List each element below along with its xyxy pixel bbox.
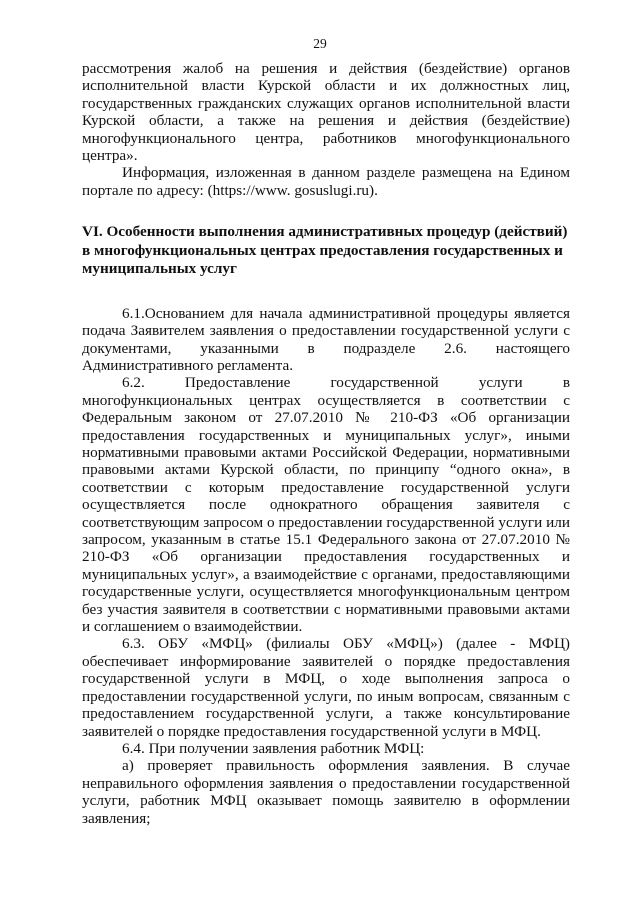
section-heading: VI. Особенности выполнения административных процедур (действий) в многофункциональных центрах предоставления государственных и муниципальных услуг [82,223,568,278]
paragraph-6-1: 6.1.Основанием для начала административной процедуры является подача Заявителем заявления о предоставлении государственной услуги с документами, указанными в подразделе 2.6. настоящего Административного регламента. [82,304,570,374]
document-body [82,60,570,827]
paragraph-complaints-continuation: рассмотрения жалоб на решения и действия (бездействие) органов исполнительной власти Курской области и их должностных лиц, государственных гражданских служащих органов исполнительной власти Курской области, а также на решения и действия (бездействие) многофункционального центра, работников многофункционального центра». [82,60,570,165]
page-number: 29 [313,36,327,51]
paragraph-6-3: 6.3. ОБУ «МФЦ» (филиалы ОБУ «МФЦ») (далее - МФЦ) обеспечивает информирование заявителей о порядке предоставления государственной услуги в МФЦ, о ходе выполнения запроса о предоставлении государственной услуги, по иным вопросам, связанным с предоставлением государственной услуги, а также консультирование заявителей о порядке предоставления государственной услуги в МФЦ. [82,635,570,740]
paragraph-6-4: 6.4. При получении заявления работник МФЦ: [122,739,425,757]
paragraph-6-4-a: а) проверяет правильность оформления заявления. В случае неправильного оформления заявления о предоставлении государственной услуги, работник МФЦ оказывает помощь заявителю в оформлении заявления; [82,757,570,827]
paragraph-6-2: 6.2. Предоставление государственной услуги в многофункциональных центрах осуществляется в соответствии с Федеральным законом от 27.07.2010 № 210-ФЗ «Об организации предоставления государственных и муниципальных услуг», иными нормативными правовыми актами Российской Федерации, нормативными правовыми актами Курской области, по принципу “одного окна», в соответствии с которым предоставление государственной услуги осуществляется после однократного обращения заявителя с соответствующим запросом о предоставлении государственной услуги или запросом, указанным в статье 15.1 Федерального закона от 27.07.2010 № 210-ФЗ «Об организации предоставления государственных и муниципальных услуг», а взаимодействие с органами, предоставляющими государственные услуги, осуществляется многофункциональным центром без участия заявителя в соответствии с нормативными правовыми актами и соглашением о взаимодействии. [82,374,570,636]
paragraph-portal-info: Информация, изложенная в данном разделе размещена на Едином портале по адресу: (https://www. gosuslugi.ru). [82,164,570,199]
